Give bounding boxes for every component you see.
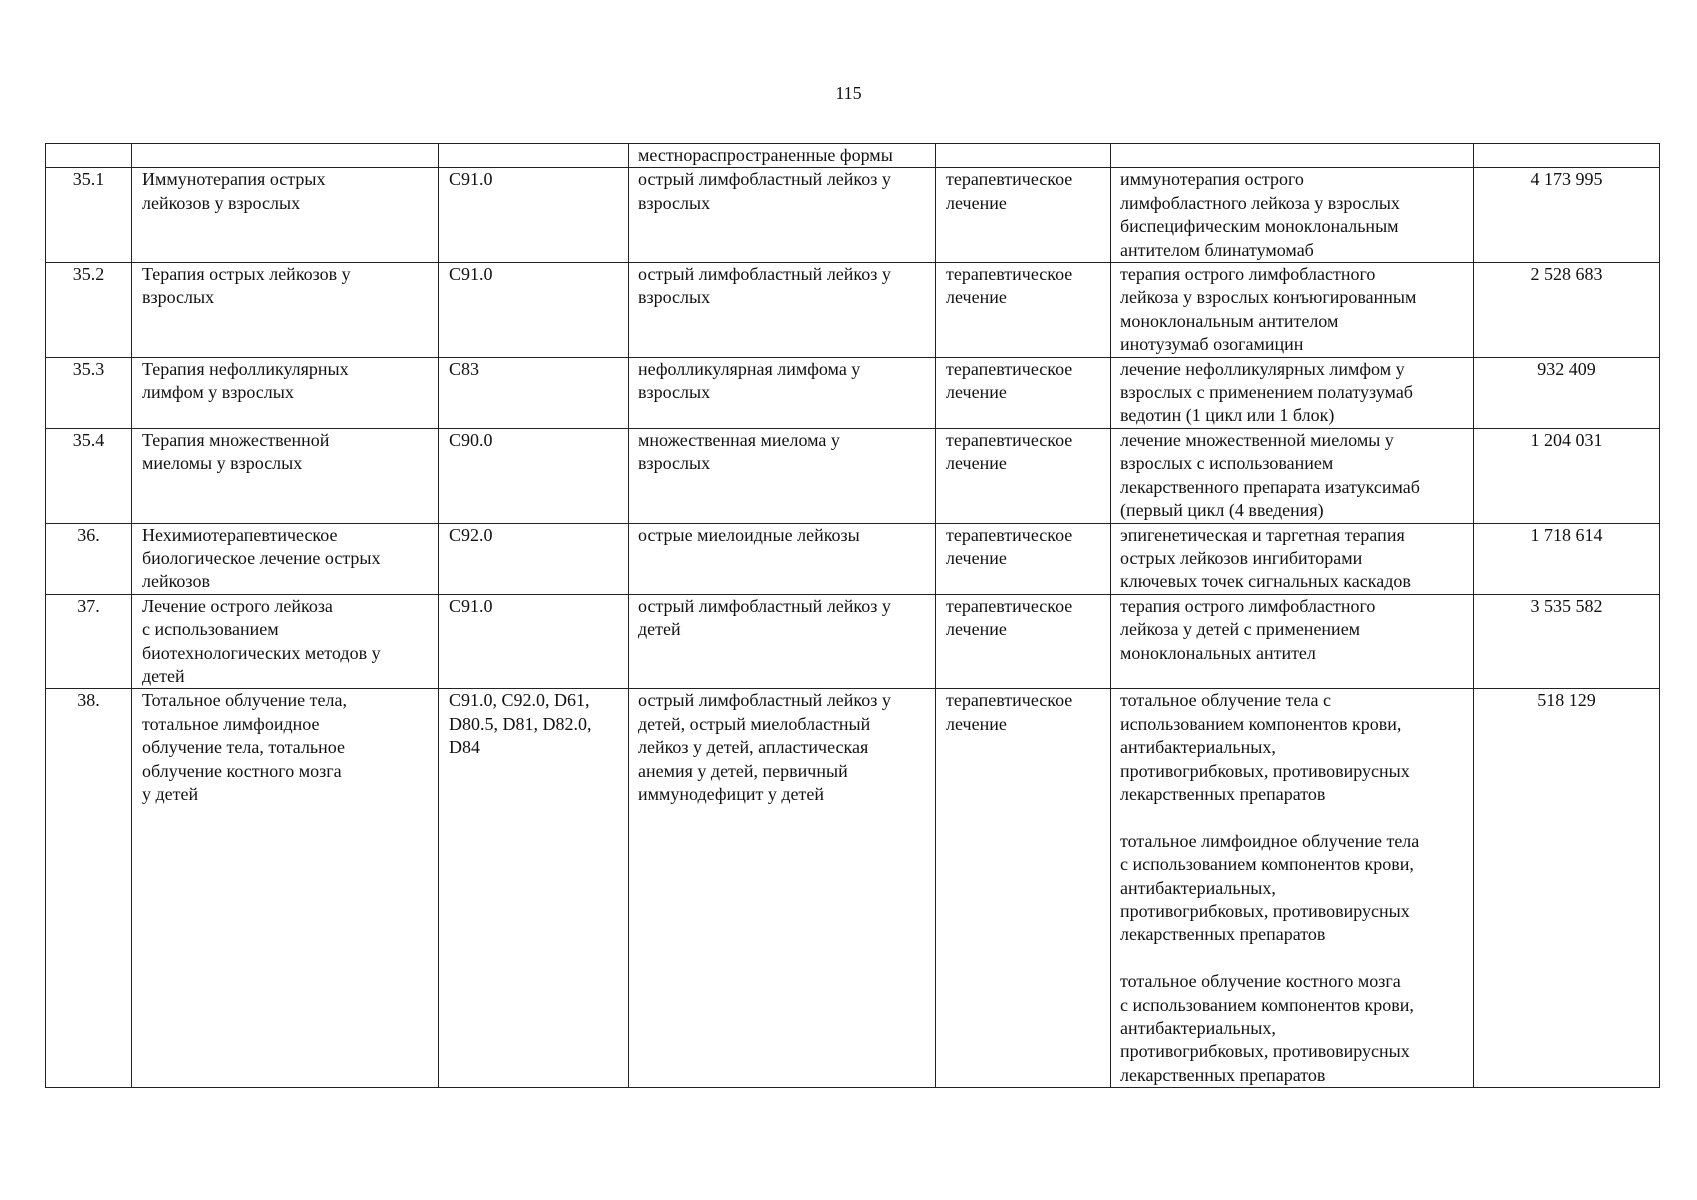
table-row: [46, 428, 1660, 523]
treatment-type-cell: [936, 428, 1111, 523]
text-line: антибактериальных,: [1120, 737, 1276, 758]
text-line: терапевтическое: [946, 524, 1073, 545]
text-line: D84: [449, 737, 480, 758]
text-line: биспецифическим моноклональным: [1120, 216, 1399, 237]
treatment-method-cell: [1111, 144, 1474, 168]
text-line: лечение нефолликулярных лимфом у: [1120, 358, 1405, 379]
treatment-method-cell: [1111, 523, 1474, 594]
cost-cell: 1 204 031: [1474, 428, 1660, 523]
table-row: [46, 168, 1660, 263]
text-line: острые миелоидные лейкозы: [638, 524, 860, 545]
care-type-cell: [132, 357, 439, 428]
treatment-type-cell: [936, 168, 1111, 263]
text-line: детей, острый миелобластный: [638, 713, 871, 734]
text-line: эпигенетическая и таргетная терапия: [1120, 524, 1405, 545]
row-number-cell: 35.4: [46, 428, 132, 523]
care-type-cell: [132, 263, 439, 358]
treatment-method-cell: [1111, 357, 1474, 428]
cost-cell: 2 528 683: [1474, 263, 1660, 358]
icd-codes-cell: [439, 594, 629, 689]
page-number: 115: [835, 83, 862, 103]
text-line: C91.0: [449, 595, 493, 616]
text-line: взрослых: [638, 382, 711, 403]
condition-cell: [629, 168, 936, 263]
care-type-cell: [132, 523, 439, 594]
table-row: [46, 357, 1660, 428]
text-line: антибактериальных,: [1120, 877, 1276, 898]
text-line: Терапия нефолликулярных: [142, 358, 349, 379]
treatment-type-cell: [936, 594, 1111, 689]
icd-codes-cell: [439, 689, 629, 1088]
text-line: миеломы у взрослых: [142, 453, 303, 474]
text-line: Иммунотерапия острых: [142, 169, 326, 190]
text-line: лечение: [946, 547, 1007, 568]
condition-cell: [629, 263, 936, 358]
treatment-method-cell: [1111, 168, 1474, 263]
text-line: тотальное облучение тела с: [1120, 690, 1331, 711]
treatment-type-cell: [936, 144, 1111, 168]
text-line: моноклональным антителом: [1120, 310, 1339, 331]
text-line: биотехнологических методов у: [142, 642, 381, 663]
care-type-cell: [132, 144, 439, 168]
cost-cell: 518 129: [1474, 689, 1660, 1088]
text-line: C92.0: [449, 524, 493, 545]
cost-cell: 4 173 995: [1474, 168, 1660, 263]
text-line: тотальное лимфоидное облучение тела: [1120, 830, 1420, 851]
text-line: D80.5, D81, D82.0,: [449, 713, 592, 734]
text-line: нефолликулярная лимфома у: [638, 358, 861, 379]
condition-cell: [629, 523, 936, 594]
text-line: терапевтическое: [946, 358, 1073, 379]
text-line: детей: [142, 665, 185, 686]
text-line: антителом блинатумомаб: [1120, 239, 1314, 260]
text-line: терапия острого лимфобластного: [1120, 264, 1376, 285]
text-line: взрослых: [638, 192, 711, 213]
condition-cell: [629, 689, 936, 1088]
text-line: лекарственных препаратов: [1120, 783, 1326, 804]
condition-cell: [629, 428, 936, 523]
text-line: противогрибковых, противовирусных: [1120, 1041, 1410, 1062]
cost-cell: 3 535 582: [1474, 594, 1660, 689]
text-line: взрослых: [638, 287, 711, 308]
text-line: лечение: [946, 192, 1007, 213]
text-line: C90.0: [449, 429, 493, 450]
text-line: тотальное облучение костного мозга: [1120, 971, 1401, 992]
text-line: лечение: [946, 382, 1007, 403]
care-type-cell: [132, 689, 439, 1088]
text-line: иммунодефицит у детей: [638, 783, 824, 804]
text-line: лечение: [946, 453, 1007, 474]
text-line: биологическое лечение острых: [142, 547, 381, 568]
text-line: у детей: [142, 783, 199, 804]
text-line: ведотин (1 цикл или 1 блок): [1120, 405, 1335, 426]
table-row: [46, 689, 1660, 1088]
text-line: лимфом у взрослых: [142, 382, 294, 403]
text-line: терапевтическое: [946, 169, 1073, 190]
text-line: терапия острого лимфобластного: [1120, 595, 1376, 616]
text-line: облучение костного мозга: [142, 760, 342, 781]
care-type-cell: [132, 428, 439, 523]
text-line: лейкозов у взрослых: [142, 192, 301, 213]
text-line: лечение: [946, 287, 1007, 308]
text-line: C91.0: [449, 169, 493, 190]
condition-cell: [629, 357, 936, 428]
row-number-cell: 35.1: [46, 168, 132, 263]
text-line: местнораспространенные формы: [638, 145, 893, 165]
icd-codes-cell: [439, 357, 629, 428]
cost-cell: 1 718 614: [1474, 523, 1660, 594]
text-line: Лечение острого лейкоза: [142, 595, 333, 616]
text-line: взрослых с использованием: [1120, 453, 1334, 474]
text-line: лимфобластного лейкоза у взрослых: [1120, 192, 1400, 213]
care-type-cell: [132, 168, 439, 263]
row-number-cell: 35.3: [46, 357, 132, 428]
text-line: облучение тела, тотальное: [142, 737, 345, 758]
row-number-cell: 37.: [46, 594, 132, 689]
text-line: инотузумаб озогамицин: [1120, 334, 1304, 355]
cost-cell: [1474, 144, 1660, 168]
text-line: лекарственного препарата изатуксимаб: [1120, 476, 1420, 497]
table-row: [46, 594, 1660, 689]
table-row: [46, 263, 1660, 358]
text-line: острых лейкозов ингибиторами: [1120, 547, 1363, 568]
text-line: терапевтическое: [946, 264, 1073, 285]
text-line: лечение: [946, 713, 1007, 734]
table-row: [46, 144, 1660, 168]
row-number-cell: [46, 144, 132, 168]
text-line: множественная миелома у: [638, 429, 840, 450]
text-line: детей: [638, 619, 681, 640]
text-line: противогрибковых, противовирусных: [1120, 900, 1410, 921]
icd-codes-cell: [439, 523, 629, 594]
text-line: лейкоза у детей с применением: [1120, 619, 1361, 640]
text-line: острый лимфобластный лейкоз у: [638, 690, 891, 711]
text-line: острый лимфобластный лейкоз у: [638, 264, 891, 285]
row-number-cell: 38.: [46, 689, 132, 1088]
text-line: лейкоза у взрослых конъюгированным: [1120, 287, 1417, 308]
icd-codes-cell: [439, 428, 629, 523]
text-line: C91.0: [449, 264, 493, 285]
text-line: Нехимиотерапевтическое: [142, 524, 338, 545]
paragraph-gap: [1120, 947, 1469, 970]
text-line: терапевтическое: [946, 429, 1073, 450]
text-line: с использованием: [142, 619, 279, 640]
text-line: лечение: [946, 619, 1007, 640]
treatment-method-cell: [1111, 263, 1474, 358]
text-line: Тотальное облучение тела,: [142, 690, 347, 711]
treatment-method-cell: [1111, 428, 1474, 523]
text-line: терапевтическое: [946, 595, 1073, 616]
treatment-type-cell: [936, 263, 1111, 358]
text-line: лекарственных препаратов: [1120, 924, 1326, 945]
text-line: Терапия множественной: [142, 429, 330, 450]
row-number-cell: 35.2: [46, 263, 132, 358]
condition-cell: [629, 594, 936, 689]
text-line: тотальное лимфоидное: [142, 713, 320, 734]
treatment-type-cell: [936, 689, 1111, 1088]
care-type-cell: [132, 594, 439, 689]
text-line: взрослых: [142, 287, 215, 308]
text-line: (первый цикл (4 введения): [1120, 500, 1324, 521]
text-line: лечение множественной миеломы у: [1120, 429, 1394, 450]
text-line: острый лимфобластный лейкоз у: [638, 595, 891, 616]
table-row: [46, 523, 1660, 594]
text-line: лейкозов: [142, 571, 210, 592]
text-line: с использованием компонентов крови,: [1120, 854, 1414, 875]
text-line: иммунотерапия острого: [1120, 169, 1304, 190]
icd-codes-cell: [439, 168, 629, 263]
treatment-method-cell: [1111, 689, 1474, 1088]
text-line: анемия у детей, первичный: [638, 760, 848, 781]
text-line: взрослых с применением полатузумаб: [1120, 382, 1413, 403]
treatment-type-cell: [936, 523, 1111, 594]
text-line: ключевых точек сигнальных каскадов: [1120, 571, 1411, 592]
text-line: лейкоз у детей, апластическая: [638, 737, 869, 758]
text-line: противогрибковых, противовирусных: [1120, 760, 1410, 781]
text-line: C83: [449, 358, 480, 379]
treatment-method-cell: [1111, 594, 1474, 689]
icd-codes-cell: [439, 263, 629, 358]
text-line: C91.0, C92.0, D61,: [449, 690, 590, 711]
condition-cell: [629, 144, 936, 168]
text-line: Терапия острых лейкозов у: [142, 264, 351, 285]
treatment-type-cell: [936, 357, 1111, 428]
text-line: острый лимфобластный лейкоз у: [638, 169, 891, 190]
text-line: взрослых: [638, 453, 711, 474]
row-number-cell: 36.: [46, 523, 132, 594]
text-line: моноклональных антител: [1120, 642, 1316, 663]
paragraph-gap: [1120, 806, 1469, 829]
text-line: антибактериальных,: [1120, 1018, 1276, 1038]
text-line: с использованием компонентов крови,: [1120, 994, 1414, 1015]
text-line: использованием компонентов крови,: [1120, 713, 1402, 734]
cost-cell: 932 409: [1474, 357, 1660, 428]
text-line: лекарственных препаратов: [1120, 1064, 1326, 1085]
treatment-table: [45, 143, 1660, 1088]
icd-codes-cell: [439, 144, 629, 168]
text-line: терапевтическое: [946, 690, 1073, 711]
